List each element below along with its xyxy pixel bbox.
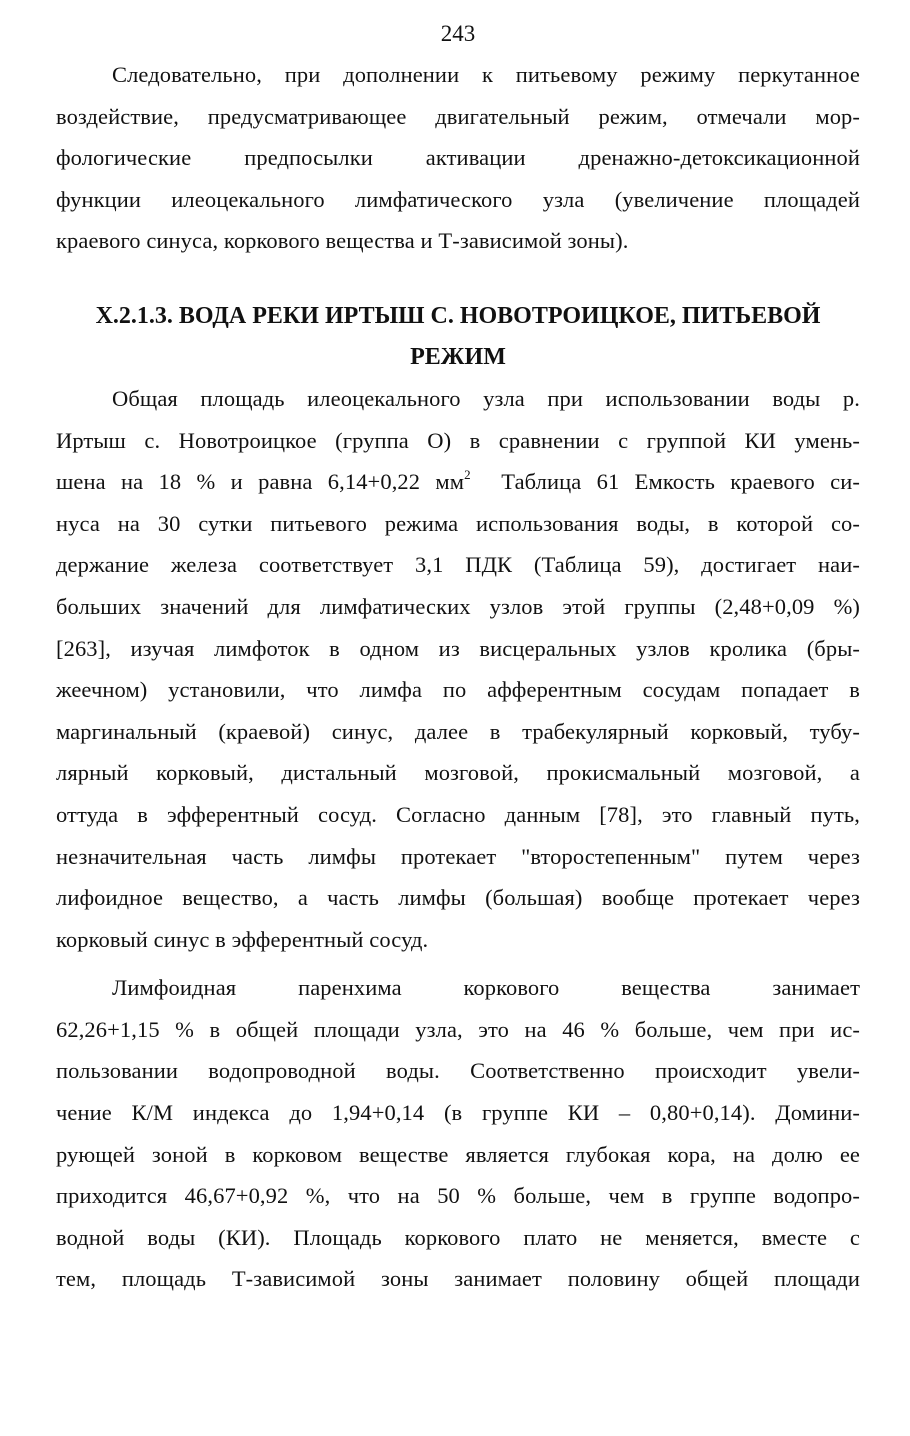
heading-line: РЕЖИМ (410, 343, 506, 370)
text-line: Лимфоидная паренхима коркового вещества занимает (112, 975, 860, 1001)
text-line: [263], изучая лимфоток в одном из висцеральных узлов кролика (бры- (56, 635, 860, 661)
text-line: Следовательно, при дополнении к питьевому режиму перкутанное (112, 62, 860, 87)
text-line: корковый синус в эфферентный сосуд. (56, 926, 429, 952)
text-line: держание железа соответствует 3,1 ПДК (Таблица 59), достигает наи- (56, 552, 860, 578)
paragraph-conclusion (56, 54, 860, 262)
text-line: воздействие, предусматривающее двигательный режим, отмечали мор- (56, 103, 860, 129)
text-line: оттуда в эфферентный сосуд. Согласно данным [78], это главный путь, (56, 801, 860, 827)
text-line: 62,26+1,15 % в общей площади узла, это на 46 % больше, чем при ис- (56, 1016, 860, 1042)
text-fragment: шена на 18 % и равна 6,14+0,22 мм (56, 469, 465, 495)
paragraph-lymphoid-parenchyma (56, 967, 860, 1300)
text-fragment: Таблица 61 Емкость краевого си- (501, 469, 860, 495)
text-line: краевого синуса, коркового вещества и Т-зависимой зоны). (56, 228, 629, 254)
text-line: лифоидное вещество, а часть лимфы (большая) вообще протекает через (56, 885, 860, 911)
text-line: водной воды (КИ). Площадь коркового плато не меняется, вместе с (56, 1224, 860, 1250)
text-line: лярный корковый, дистальный мозговой, прокисмальный мозговой, а (56, 760, 860, 786)
text-line: маргинальный (краевой) синус, далее в трабекулярный корковый, тубу- (56, 718, 860, 744)
page-number: 243 (440, 21, 476, 46)
text-line: тем, площадь Т-зависимой зоны занимает половину общей площади (56, 1266, 860, 1292)
superscript: 2 (464, 467, 471, 483)
paragraph-total-area (56, 378, 860, 960)
text-line: приходится 46,67+0,92 %, что на 50 % больше, чем в группе водопро- (56, 1183, 860, 1209)
text-line: фологические предпосылки активации дренажно-детоксикационной (56, 145, 860, 171)
text-line: Общая площадь илеоцекального узла при использовании воды р. (112, 385, 860, 411)
text-line: жеечном) установили, что лимфа по афферентным сосудам попадает в (56, 677, 860, 703)
section-heading (56, 296, 860, 378)
text-line: нуса на 30 сутки питьевого режима использования воды, в которой со- (56, 510, 860, 536)
text-line-with-superscript (56, 461, 860, 503)
text-line: функции илеоцекального лимфатического узла (увеличение площадей (56, 186, 860, 212)
document-page (56, 14, 860, 1300)
text-line: Иртыш с. Новотроицкое (группа О) в сравнении с группой КИ умень- (56, 427, 860, 453)
text-line: незначительная часть лимфы протекает "второстепенным" путем через (56, 843, 860, 869)
heading-line: X.2.1.3. ВОДА РЕКИ ИРТЫШ С. НОВОТРОИЦКОЕ, ПИТЬЕВОЙ (95, 302, 821, 329)
text-line: больших значений для лимфатических узлов этой группы (2,48+0,09 %) (56, 593, 860, 619)
text-line: рующей зоной в корковом веществе является глубокая кора, на долю ее (56, 1141, 860, 1167)
text-line: пользовании водопроводной воды. Соответственно происходит увели- (56, 1058, 860, 1084)
text-line: чение К/М индекса до 1,94+0,14 (в группе КИ – 0,80+0,14). Домини- (56, 1100, 860, 1126)
